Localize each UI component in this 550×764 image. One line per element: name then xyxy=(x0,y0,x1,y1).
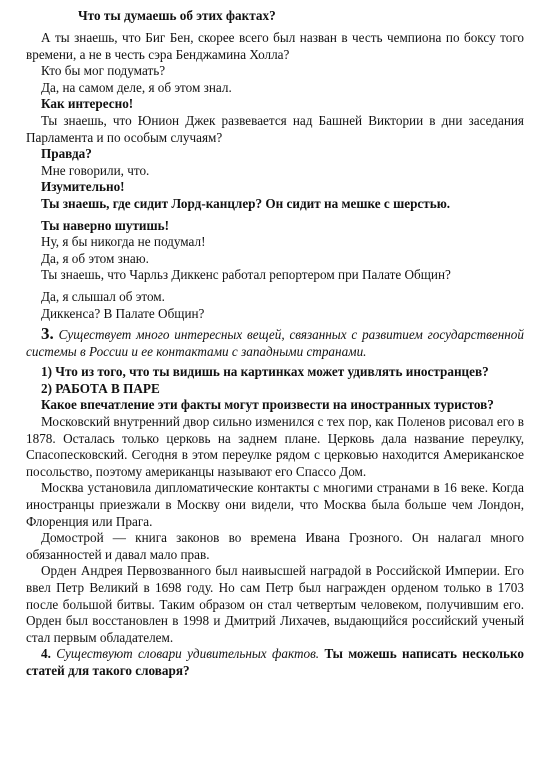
dialogue-line: Изумительно! xyxy=(41,179,125,195)
dialogue-line: Да, на самом деле, я об этом знал. xyxy=(41,79,232,95)
dialogue-line: Ну, я бы никогда не подумал! xyxy=(41,234,206,250)
dialogue-line: Ты знаешь, что Чарльз Диккенс работал репортером при Палате Общин? xyxy=(41,267,451,283)
exercise-instruction: Существует много интересных вещей, связанных с развитием государственной системы в России и ее контактами с западными странами. xyxy=(26,327,524,359)
pair-work-heading: 2) РАБОТА В ПАРЕ xyxy=(41,380,160,396)
exercise-3 xyxy=(26,326,524,646)
dialogue-line: А ты знаешь, что Биг Бен, скорее всего был назван в честь чемпиона по боксу того времени, а не в честь сэра Бенджамина Холла? xyxy=(26,30,524,62)
exercise-task xyxy=(26,326,524,360)
exercise-number: 4. xyxy=(41,646,51,662)
dialogue-line: Мне говорили, что. xyxy=(41,162,150,178)
dialogue-line: Как интересно! xyxy=(41,96,134,112)
dialogue-line: Кто бы мог подумать? xyxy=(41,63,166,79)
dialogue-line: Правда? xyxy=(41,146,92,162)
question-1: 1) Что из того, что ты видишь на картинках может удивлять иностранцев? xyxy=(41,364,489,380)
exercise-question: Ты можешь написать несколько статей для такого словаря? xyxy=(26,646,525,678)
exercise-task xyxy=(26,646,524,679)
dialogue-line: Ты наверно шутишь! xyxy=(41,217,170,233)
fact-paragraph: Московский внутренний двор сильно изменился с тех пор, как Поленов рисовал его в 1878. Осталась только церковь на заднем плане. Церковь дала название переулку, Спасопесковский. Сегодня в этом переулке рядом с церковью находится Американское посольство, поэтому американцы называют его Спассо Дом. xyxy=(26,414,524,479)
exercise-number: 3. xyxy=(41,324,54,344)
dialogue-line: Ты знаешь, что Юнион Джек развевается над Башней Виктории в дни заседания Парламента и по особым случаям? xyxy=(26,112,524,145)
dialogue xyxy=(26,30,524,322)
dialogue-line: Да, я об этом знаю. xyxy=(41,250,149,266)
page-title: Что ты думаешь об этих фактах? xyxy=(78,8,276,23)
fact-paragraph: Москва установила дипломатические контакты с многими странами в 16 веке. Когда иностранцы приезжали в Москву они видели, что Москва была больше чем Лондон, Флоренция или Прага. xyxy=(26,480,524,529)
exercise-instruction: Существуют словари удивительных фактов. xyxy=(56,646,320,662)
exercise-4 xyxy=(26,646,524,679)
dialogue-line: Диккенса? В Палате Общин? xyxy=(41,305,205,321)
dialogue-line: Да, я слышал об этом. xyxy=(41,288,165,304)
fact-paragraph: Орден Андрея Первозванного был наивысшей наградой в Российской Империи. Его ввел Петр Великий в 1698 году. Но сам Петр был награжден орденом только в 1703 после большой битвы. Таким образом он стал четвертым человеком, получившим его. Орден был восстановлен в 1998 и Дмитрий Лихачев, выдающийся российский ученый стал первым обладателем. xyxy=(26,563,524,645)
question-2: Какое впечатление эти факты могут произвести на иностранных туристов? xyxy=(41,397,494,413)
dialogue-line: Ты знаешь, где сидит Лорд-канцлер? Он сидит на мешке с шерстью. xyxy=(41,195,451,211)
fact-paragraph: Домострой — книга законов во времена Ивана Грозного. Он налагал много обязанностей и давал мало прав. xyxy=(26,530,524,562)
